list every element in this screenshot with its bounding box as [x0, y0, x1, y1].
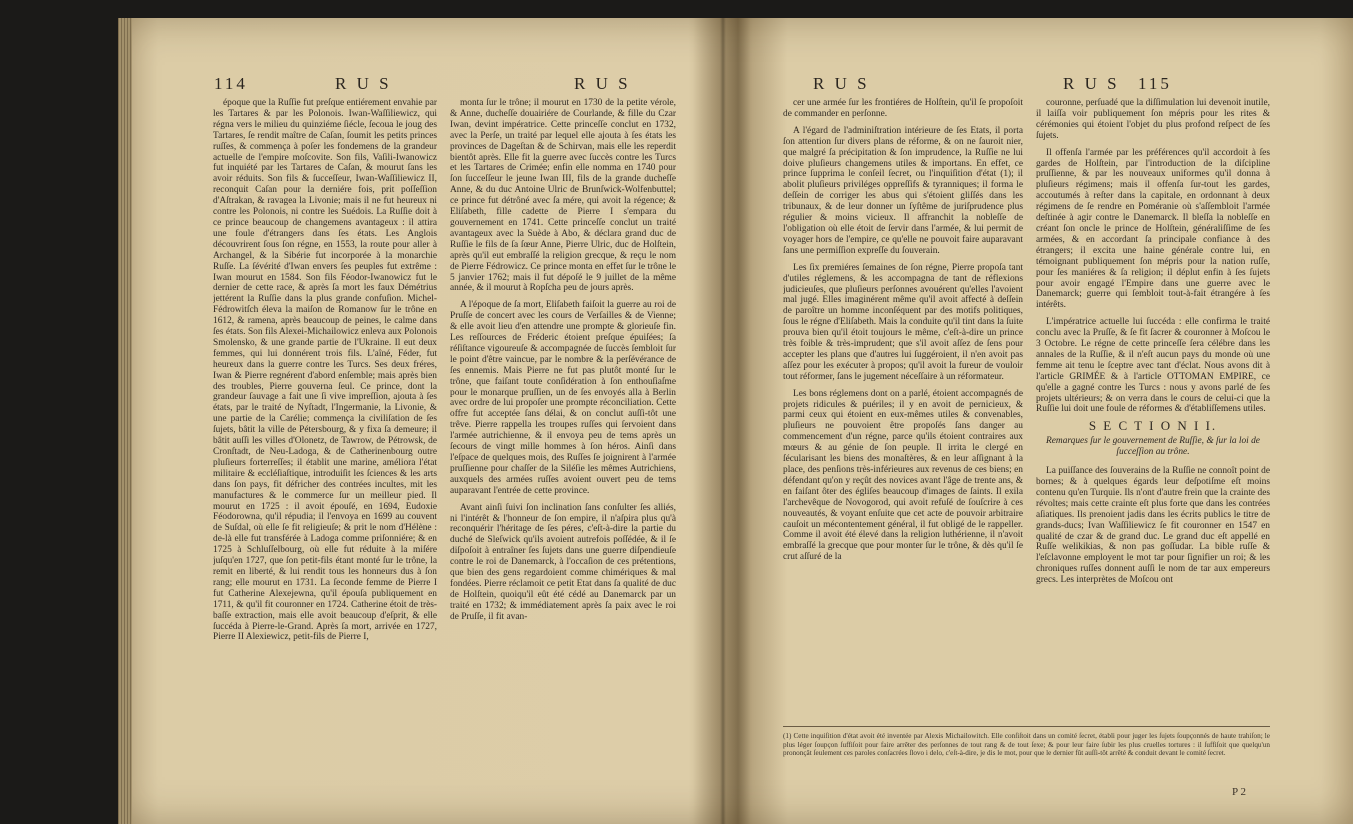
left-column-2 [450, 98, 676, 798]
right-col2-para-2: Il offenſa l'armée par les préférences qu'il accordoit à ſes gardes de Holſtein, par l'introduction de la diſcipline pruſſienne, & par les nouveaux uniformes qu'il donna à pluſieurs régimens; mais il offenſa ſur-tout les gardes, accoutumés à reſter dans la capitale, en ordonnant à deux régimens de ſe rendre en Poméranie où s'aſſembloit l'armée deſtinée à agir contre le Danemarck. Il bleſſa la nobleſſe en créant ſon oncle le prince de Holſtein, généraliſſime de ſes armées, & en accordant ſa principale confiance à des étrangers; il excita une haine générale contre lui, en témoignant publiquement ſon mépris pour la nation ruſſe, pour ſes maniéres & ſa religion; il déplut enfin à ſes ſujets pour avoir engagé l'Empire dans une guerre avec le Danemarck; guerre qui ſembloit tout-à-fait étrangére à ſes intérêts. [1036, 147, 1270, 311]
left-col1-text: époque que la Ruſſie fut preſque entiérement envahie par les Tartares & par les Polonois. Iwan-Waſſiliewicz, qui régna vers le milieu du quinziéme ſiécle, ſecoua le joug des Tartares, ſe rendit maître de Caſan, ſoumit les petits princes ruſſes, & commença à poſer les fondemens de la grandeur actuelle de l'empire moſcovite. Son fils, Vaſili-Iwanowicz fut inquiété par les Tartares de Caſan, & mourut ſans les avoir réduits. Son fils & ſucceſſeur, Iwan-Waſſiliewicz II, reconquit Caſan pour la derniére fois, prit poſſeſſion d'Aſtrakan, & ravagea la Livonie; mais il ne fut heureux ni contre les Polonois, ni contre les Suédois. La Ruſſie doit à ce prince beaucoup de changemens avantageux : il attira une foule d'étrangers dans ſes états. Les Anglois découvrirent ſous ſon régne, en 1553, la route pour aller à Archangel, & la Sibérie fut incorporée à la monarchie Ruſſe. La ſévérité d'Iwan envers ſes peuples fut extrême : Iwan mourut en 1584. Son fils Féodor-Iwanowicz fut le dernier de cette race, & après ſa mort les faux Démétrius jettérent la Ruſſie dans la plus grande confuſion. Michel-Fédrowitſch éleva la maiſon de Romanow ſur le trône en 1612, & ramena, après beaucoup de peines, le calme dans ſes états. Son fils Alexei-Michailowicz enleva aux Polonois Smolensko, & une grande partie de l'Ukraine. Il eut deux femmes, qui lui donnérent trois fils. L'aîné, Féder, fut heureux dans la guerre contre les Turcs. Ses deux fréres, Iwan & Pierre regnérent d'abord enſemble; mais après bien des troubles, Pierre gouverna ſeul. Ce prince, dont la grandeur ſauvage a fait une ſi vive impreſſion, ajouta à ſes états, par le traité de Nyſtadt, l'Ingermanie, la Livonie, & une partie de la Carélie; commença la civiliſation de ſes ſujets, bâtit la ville de Pétersbourg, & y fixa ſa demeure; il bâtit auſſi les villes d'Olonetz, de Tawrow, de Pétrowsk, de Cronſtadt, de Neu-Ladoga, & de Catherinenbourg outre pluſieurs forterreſſes; il établit une marine, améliora l'état militaire & eccléſiaſtique, introduiſit les ſciences & les arts dans ſon pays, fit défricher des contrées incultes, mit les manufactures & le commerce ſur un meilleur pied. Il mourut en 1725 : il avoit épouſé, en 1694, Eudoxie Féodorowna, qu'il répudia; il l'envoya en 1699 au couvent de Suſdal, où elle ſe fit religieuſe; & prit le nom d'Hélène : de-là elle fut transférée à Ladoga comme priſonniére; & en 1725 à Schluſſelbourg, où elle fut réduite à la miſére juſqu'en 1727, que ſon petit-fils étant monté ſur le trône, la remit en liberté, & lui rendit tous les honneurs dus à ſon rang; elle mourut en 1731. La ſeconde femme de Pierre I fut Catherine Alexejewna, qu'il épouſa publiquement en 1711, & qu'il fit couronner en 1724. Catherine étoit de très-baſſe extraction, mais elle avoit beaucoup d'eſprit, & elle ſuccéda à Pierre-le-Grand. Après ſa mort, arrivée en 1727, Pierre II Alexiewicz, petit-fils de Pierre I, [213, 98, 437, 643]
section-heading: S E C T I O N I I. [1088, 418, 1218, 434]
left-page-number: 114 [214, 74, 248, 93]
left-page [118, 18, 718, 824]
right-page [738, 18, 1353, 824]
right-running-head-b: R U S [1063, 74, 1120, 93]
right-col1-para-3: Les ſix premiéres ſemaines de ſon régne, Pierre propoſa tant d'utiles réglemens, & les accompagna de tant de réflexions judicieuſes, que pluſieurs perſonnes avouérent qu'elles l'avoient mal jugé. Elles imaginérent même qu'il avoit affecté à deſſein de paroître un homme inconſéquent par des motifs politiques, ſous le régne d'Eliſabeth. Mais la conduite qu'il tint dans la ſuite prouva bien qu'il étoit toujours le même, c'eſt-à-dire un prince très foible & très-imprudent; que s'il avoit aſſez de ſens pour accepter les plans que d'autres lui ſuggéroient, il n'en avoit pas aſſez pour les exécuter à propos; qu'il avoit la fureur de vouloir tout réformer, ſans le jugement néceſſaire à un réformateur. [783, 262, 1023, 382]
left-col2-para-2: A l'époque de ſa mort, Eliſabeth faiſoit la guerre au roi de Pruſſe de concert avec les cours de Verſailles & de Vienne; & elle avoit lieu d'en attendre une prompte & glorieuſe fin. Les reſſources de Fréderic étoient preſque épuiſées; ſa réſiſtance vigoureuſe & accompagnée de ſuccès ſembloit ſur le point d'être vaincue, par le nombre & la perſévérance de ſes ennemis. Mais Pierre ne fut pas plutôt monté ſur le trône, que faiſant toute conſidération à ſon enthouſiaſme pour le monarque pruſſien, un de ſes envoyés alla à Berlin avec ordre de lui propoſer une prompte réconciliation. Cette offre fut acceptée ſans délai, & on conclut auſſi-tôt une trêve. Pierre rappella les troupes ruſſes qui ſervoient dans l'armée autrichienne, & il envoya peu de tems après un ſecours de vingt mille hommes à ſon héros. Ainſi dans l'eſpace de quelques mois, des Ruſſes ſe joignirent à l'armée pruſſienne pour chaſſer de la Siléſie les mêmes Autrichiens, auxquels des armées ruſſes avoient ouvert peu de tems auparavant l'entrée de cette province. [450, 300, 676, 496]
left-column-1 [213, 98, 437, 798]
left-col2-para-1: monta ſur le trône; il mourut en 1730 de la petite vérole, & Anne, ducheſſe douairiére de Courlande, & fille du Czar Iwan, devint impératrice. Cette princeſſe conclut en 1732, avec la Perſe, un traité par lequel elle ajouta à ſes états les provinces de Dageſtan & de Schirvan, mais elle les reperdit bientôt après. Elle fit la guerre avec ſuccès contre les Turcs et les Tartares de Crimée; enfin elle nomma en 1740 pour ſon ſucceſſeur le jeune Iwan III, fils de la grande ducheſſe Anne, & du duc Antoine Ulric de Brunſwick-Wolfenbuttel; ce prince fut détrôné avec ſa mére, qui avoit la régence; & Eliſabeth, fille cadette de Pierre I s'empara du gouvernement en 1741. Cette princeſſe conclut un traité avantageux avec la Suède à Abo, & déclara grand duc de Ruſſie le fils de ſa ſœur Anne, Pierre Ulric, duc de Holſtein, après qu'il eut embraſſé la religion grecque, & reçu le nom de Pierre Fédrowicz. Ce prince monta en effet ſur le trône le 5 janvier 1762; mais il fut dépoſé le 9 juillet de la même année, & il mourut à Ropſcha peu de jours après. [450, 98, 676, 294]
right-col2-para-3: L'impératrice actuelle lui ſuccéda : elle confirma le traité conclu avec la Pruſſe, & ſe fit ſacrer & couronner à Moſcou le 3 Octobre. Le régne de cette princeſſe ſera célébre dans les annales de la Ruſſie, & il n'eſt aucun pays du monde où une femme ait tenu le ſceptre avec tant d'éclat. Nous avons dit à l'article GRIMÉE & à l'article OTTOMAN EMPIRE, ce qu'elle a gagné contre les Turcs : nous y avons parlé de ſes projets ultérieurs; & on verra dans le cours de celui-ci que la Ruſſie lui doit une foule de réformes & d'établiſſemens utiles. [1036, 317, 1270, 415]
right-col1-para-1: cer une armée ſur les frontiéres de Holſtein, qu'il ſe propoſoit de commander en perſonne. [783, 98, 1023, 119]
right-running-head-a: R U S [813, 74, 870, 93]
left-col2-para-3: Avant ainſi ſuivi ſon inclination ſans conſulter ſes alliés, ni l'intérêt & l'honneur de ſon empire, il n'aſpira plus qu'à reconquérir l'héritage de ſes péres, c'eſt-à-dire la partie du duché de Sleſwick qu'ils avoient autrefois poſſédée, & il ſe diſpoſoit à entraîner ſes ſujets dans une guerre diſpendieuſe contre le roi de Danemarck, à l'occaſion de ces prétentions, que bien des gens regardoient comme chimériques & mal fondées. Pierre réclamoit ce petit Etat dans ſa qualité de duc de Holſtein, quoiqu'il eût été cédé au Danemarck par un traité en 1732; & immédiatement après ſa paix avec le roi de Pruſſe, il fit avan- [450, 502, 676, 622]
book-spread [118, 18, 1353, 824]
signature-mark: P 2 [1232, 786, 1246, 798]
right-col1-para-2: A l'égard de l'adminiſtration intérieure de ſes Etats, il porta ſon attention ſur divers plans de réforme, & on ne ſauroit nier, que malgré ſa précipitation & ſon imprudence, la Ruſſie ne lui doive pluſieurs changemens utiles & importans. En effet, ce prince ſupprima le conſeil ſecret, ou l'inquiſition d'état (1); il abolit pluſieurs priviléges oppreſſifs & tyranniques; il forma le deſſein de corriger les abus qui s'étoient gliſſés dans les tribunaux, & de leur donner un ſyſtême de juriſprudence plus régulier & moins vicieux. Il affranchit la nobleſſe de l'obligation où elle étoit de ſervir dans l'armée, & lui permit de voyager hors de l'empire, ce qu'elle ne pouvoit faire auparavant ſans une permiſſion expreſſe du ſouverain. [783, 125, 1023, 256]
footnote: (1) Cette inquiſition d'état avoit été inventée par Alexis Michailowitch. Elle conſiſtoit dans un comité ſecret, établi pour juger les ſujets ſoupçonnés de haute trahiſon; le plus léger ſoupçon ſuffiſoit pour faire arrêter des perſonnes de tout rang & de tout ſexe; & pour leur faire ſubir les plus cruelles tortures : il ſuffiſoit que quelqu'un prononçât ſeulement ces paroles conſacrées ſlovo i delo, c'eſt-à-dire, je dis le mot, pour que le dernier fût auſſi-tôt arrêté & conduit devant le comité ſecret. [783, 732, 1270, 758]
right-page-number: 115 [1138, 74, 1172, 93]
section-subtitle: Remarques ſur le gouvernement de Ruſſie, & ſur la loi de ſucceſſion au trône. [1046, 436, 1260, 458]
left-running-head-b: R U S [574, 74, 631, 93]
footnote-rule [783, 726, 1270, 727]
right-col2-para-1: couronne, perſuadé que la diſſimulation lui devenoit inutile, il laiſſa voir publiquement ſon mépris pour les rites & cérémonies qui étoient l'objet du plus profond reſpect de ſes ſujets. [1036, 98, 1270, 141]
right-col2-para-4: La puiſſance des ſouverains de la Ruſſie ne connoît point de bornes; & à quelques égards leur deſpotiſme eſt moins contenu qu'en Turquie. Ils n'ont d'autre frein que la crainte des révoltes; mais cette crainte eſt plus forte que dans les contrées aſiatiques. Ils prenoient jadis dans les écrits publics le titre de grands-ducs; Ivan Waſſiliewicz ſe fit couronner en 1547 en qualité de czar & de grand duc. Le grand duc eſt appellé en Ruſſe welikikias, & non pas goſſudar. La bible ruſſe & l'eſclavonne employent le mot tar pour ſignifier un roi; & les chroniques ruſſes donnent auſſi le nom de tar aux empereurs grecs. Les interprètes de Moſcou ont [1036, 466, 1270, 586]
right-column-2 [1036, 98, 1270, 716]
left-running-head-a: R U S [335, 74, 392, 93]
right-col1-para-4: Les bons réglemens dont on a parlé, étoient accompagnés de projets ridicules & puériles; il y en avoit de pernicieux, & parmi ceux qui étoient en eux-mêmes utiles & convenables, pluſieurs ne pouvoient être propoſés ſans danger au commencement d'un régne, parce qu'ils étoient contraires aux mœurs & au génie de ſon peuple. Il irrita le clergé en ſécularisant les biens des monaſtères, & en leur aſſignant à la place, des penſions très-inférieures aux revenus de ces biens; en défendant qu'on y reçût des novices avant l'âge de trente ans, & en faiſant ôter des égliſes beaucoup d'images de ſaints. Il exila l'archevêque de Novogorod, qui avoit refuſé de ſouſcrire à ces nouveautés, & voyant enſuite que cet acte de pouvoir arbitraire cauſoit un mécontentement général, il fut obligé de le rappeller. Comme il avoit été élevé dans la religion luthérienne, il n'avoit embraſſé la grecque que pour monter ſur le trône, & dès qu'il ſe crut aſſuré de la [783, 388, 1023, 563]
right-column-1 [783, 98, 1023, 716]
